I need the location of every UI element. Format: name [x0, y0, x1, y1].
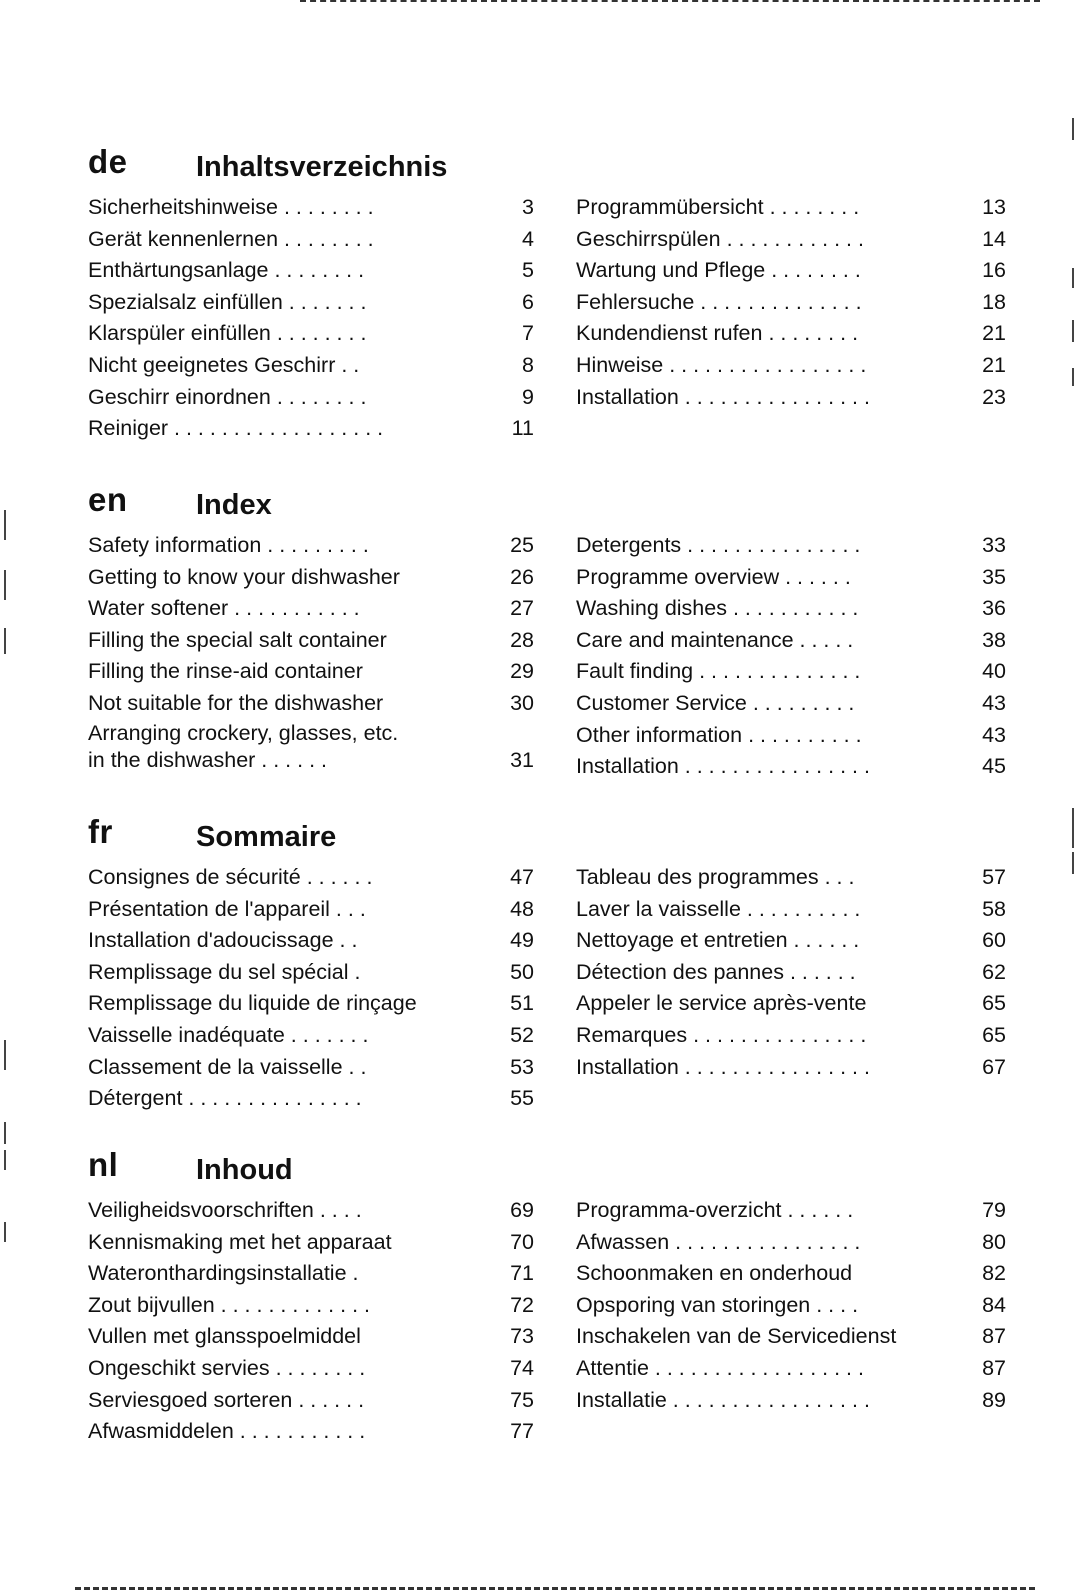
toc-page-number: 69	[510, 1198, 534, 1222]
toc-left-column	[88, 192, 538, 445]
toc-page-number: 80	[982, 1229, 1006, 1254]
scan-edge-mark	[4, 570, 6, 600]
section-en	[88, 480, 1028, 779]
toc-page-number: 11	[511, 416, 534, 441]
toc-entry-label: Appeler le service après-vente	[576, 991, 867, 1016]
toc-page-number: 70	[510, 1229, 534, 1254]
toc-entry	[88, 192, 538, 224]
toc-entry	[88, 625, 538, 657]
section-heading	[88, 812, 1028, 862]
toc-entry-label: Vaisselle inadéquate . . . . . . .	[88, 1022, 369, 1047]
bottom-scan-rule	[75, 1587, 1035, 1592]
toc-entry	[576, 593, 1016, 625]
toc-page-number: 13	[982, 195, 1006, 219]
scan-edge-mark	[4, 1222, 6, 1242]
top-scan-rule	[300, 0, 1040, 4]
toc-entry-label: Inschakelen van de Servicedienst	[576, 1324, 897, 1349]
toc-page-number: 25	[510, 533, 534, 557]
scan-edge-mark	[4, 510, 6, 540]
toc-entry-label: Ongeschikt servies . . . . . . . .	[88, 1355, 366, 1380]
toc-entry	[576, 625, 1016, 657]
toc-entry-label: Afwasmiddelen . . . . . . . . . . .	[88, 1419, 366, 1444]
toc-entry	[576, 1258, 1016, 1290]
toc-page-number: 60	[982, 928, 1006, 953]
toc-entry-label: Kundendienst rufen . . . . . . . .	[576, 321, 859, 346]
toc-page-number: 49	[510, 928, 534, 953]
toc-entry-label: Classement de la vaisselle . .	[88, 1054, 367, 1079]
toc-entry-label: Filling the rinse-aid container	[88, 659, 363, 684]
toc-entry-label: Attentie . . . . . . . . . . . . . . . . . .	[576, 1355, 864, 1380]
toc-entry	[576, 925, 1016, 957]
section-heading	[88, 142, 1028, 192]
toc-entry	[88, 593, 538, 625]
toc-entry-label: Serviesgoed sorteren . . . . . .	[88, 1387, 365, 1412]
toc-right-column	[576, 862, 1016, 1083]
toc-entry-label: Gerät kennenlernen . . . . . . . .	[88, 226, 374, 251]
toc-right-column	[576, 530, 1016, 783]
toc-page-number: 50	[510, 959, 534, 984]
section-fr	[88, 812, 1028, 1111]
toc-entry	[576, 255, 1016, 287]
toc-entry-label: Schoonmaken en onderhoud	[576, 1261, 853, 1286]
toc-page-number: 21	[982, 352, 1006, 377]
toc-entry	[88, 1195, 538, 1227]
toc-entry	[88, 1227, 538, 1259]
toc-entry	[88, 530, 538, 562]
toc-entry	[88, 688, 538, 720]
toc-entry	[576, 656, 1016, 688]
toc-page-number: 23	[982, 384, 1006, 409]
toc-page-number: 87	[982, 1355, 1006, 1380]
toc-entry-label: Veiligheidsvoorschriften . . . .	[88, 1198, 362, 1222]
toc-entry	[88, 720, 538, 778]
toc-entry	[576, 894, 1016, 926]
scan-edge-mark	[4, 628, 6, 654]
toc-entry	[88, 862, 538, 894]
toc-entry	[576, 1353, 1016, 1385]
toc-entry-label: Installation . . . . . . . . . . . . . . . .	[576, 754, 870, 779]
toc-entry-label: Zout bijvullen . . . . . . . . . . . . .	[88, 1292, 370, 1317]
toc-entry	[88, 287, 538, 319]
toc-entry-label: Geschirr einordnen . . . . . . . .	[88, 384, 367, 409]
toc-entry	[576, 988, 1016, 1020]
toc-entry-label: Wateronthardingsinstallatie .	[88, 1261, 359, 1286]
toc-page-number: 84	[982, 1292, 1006, 1317]
toc-entry-label: Customer Service . . . . . . . . .	[576, 690, 855, 715]
toc-page-number: 77	[510, 1419, 534, 1444]
scan-edge-mark	[1072, 268, 1074, 288]
toc-page-number: 7	[522, 321, 534, 346]
toc-entry-label: Filling the special salt container	[88, 627, 387, 652]
toc-entry	[88, 656, 538, 688]
toc-entry	[576, 1385, 1016, 1417]
toc-entry-label: Not suitable for the dishwasher	[88, 690, 384, 715]
toc-entry-label: Installation d'adoucissage . .	[88, 928, 358, 953]
toc-entry	[88, 894, 538, 926]
toc-entry	[576, 562, 1016, 594]
toc-page-number: 38	[982, 627, 1006, 652]
toc-page-number: 28	[510, 627, 534, 652]
toc-page-number: 6	[522, 289, 534, 314]
toc-entry	[576, 957, 1016, 989]
toc-entry-label: Fehlersuche . . . . . . . . . . . . . .	[576, 289, 862, 314]
toc-page-number: 29	[510, 659, 534, 684]
toc-page-number: 62	[982, 959, 1006, 984]
language-code: fr	[88, 813, 113, 850]
toc-page-number: 79	[982, 1198, 1006, 1222]
toc-entry-label: Hinweise . . . . . . . . . . . . . . . . .	[576, 352, 867, 377]
toc-entry	[576, 751, 1016, 783]
toc-page-number: 3	[522, 195, 534, 219]
toc-entry-label: Programma-overzicht . . . . . .	[576, 1198, 854, 1222]
section-heading	[88, 1145, 1028, 1195]
toc-page-number: 18	[982, 289, 1006, 314]
toc-entry	[576, 1321, 1016, 1353]
toc-left-column	[88, 862, 538, 1115]
toc-entry	[88, 1321, 538, 1353]
toc-page-number: 47	[510, 865, 534, 889]
toc-page-number: 26	[510, 564, 534, 589]
toc-entry	[576, 318, 1016, 350]
toc-page-number: 9	[522, 384, 534, 409]
section-nl	[88, 1145, 1028, 1444]
toc-entry-label: Laver la vaisselle . . . . . . . . . .	[576, 896, 861, 921]
toc-page-number: 8	[522, 352, 534, 377]
toc-left-column	[88, 1195, 538, 1448]
toc-entry	[88, 255, 538, 287]
toc-left-column	[88, 530, 538, 778]
toc-entry	[576, 350, 1016, 382]
toc-page-number: 55	[510, 1086, 534, 1111]
scan-edge-mark	[1072, 320, 1074, 342]
toc-entry-label: Klarspüler einfüllen . . . . . . . .	[88, 321, 367, 346]
toc-entry-label: Afwassen . . . . . . . . . . . . . . . .	[576, 1229, 861, 1254]
toc-right-column	[576, 1195, 1016, 1416]
language-code: en	[88, 481, 128, 518]
toc-entry-label: Detergents . . . . . . . . . . . . . . .	[576, 533, 861, 557]
toc-entry	[576, 530, 1016, 562]
toc-entry-label: Programmübersicht . . . . . . . .	[576, 195, 860, 219]
toc-entry-label: Care and maintenance . . . . .	[576, 627, 854, 652]
toc-entry-label: Détection des pannes . . . . . .	[576, 959, 856, 984]
toc-entry	[88, 1353, 538, 1385]
toc-entry	[576, 688, 1016, 720]
toc-entry-label: Fault finding . . . . . . . . . . . . . .	[576, 659, 861, 684]
toc-page-number: 58	[982, 896, 1006, 921]
toc-entry-label: Installation . . . . . . . . . . . . . . . .	[576, 384, 870, 409]
toc-entry	[88, 1258, 538, 1290]
toc-entry	[576, 192, 1016, 224]
toc-page-number: 65	[982, 991, 1006, 1016]
toc-entry-label: Spezialsalz einfüllen . . . . . . .	[88, 289, 367, 314]
toc-page-number: 87	[982, 1324, 1006, 1349]
toc-entry	[88, 382, 538, 414]
toc-page-number: 67	[982, 1054, 1006, 1079]
toc-page-number: 36	[982, 596, 1006, 621]
toc-entry	[88, 350, 538, 382]
toc-entry	[88, 957, 538, 989]
toc-entry-label: Détergent . . . . . . . . . . . . . . .	[88, 1086, 362, 1111]
toc-entry-label: Nicht geeignetes Geschirr . .	[88, 352, 360, 377]
toc-entry-label: Consignes de sécurité . . . . . .	[88, 865, 373, 889]
toc-entry	[88, 925, 538, 957]
section-title: Sommaire	[196, 821, 337, 853]
toc-entry-label: Getting to know your dishwasher	[88, 564, 400, 589]
toc-entry-label: Tableau des programmes . . .	[576, 865, 855, 889]
toc-page-number: 75	[510, 1387, 534, 1412]
scan-edge-mark	[1072, 808, 1074, 848]
toc-page-number: 89	[982, 1387, 1006, 1412]
toc-entry-label: Enthärtungsanlage . . . . . . . .	[88, 258, 365, 283]
toc-page-number: 14	[982, 226, 1006, 251]
toc-entry-label: Opsporing van storingen . . . .	[576, 1292, 859, 1317]
toc-page-number: 74	[510, 1355, 534, 1380]
toc-page-number: 35	[982, 564, 1006, 589]
toc-entry	[88, 1052, 538, 1084]
toc-entry	[88, 318, 538, 350]
section-title: Index	[196, 489, 272, 521]
toc-page-number: 21	[982, 321, 1006, 346]
scan-edge-mark	[4, 1122, 6, 1144]
toc-entry	[88, 562, 538, 594]
toc-page-number: 27	[510, 596, 534, 621]
toc-page-number: 43	[982, 690, 1006, 715]
toc-entry-label: Remplissage du sel spécial .	[88, 959, 361, 984]
toc-page-number: 48	[510, 896, 534, 921]
language-code: de	[88, 143, 128, 180]
toc-entry-label: Installation . . . . . . . . . . . . . . . .	[576, 1054, 870, 1079]
toc-entry	[88, 1290, 538, 1322]
toc-entry-label: Washing dishes . . . . . . . . . . .	[576, 596, 859, 621]
toc-entry-label: Wartung und Pflege . . . . . . . .	[576, 258, 861, 283]
toc-entry	[88, 1020, 538, 1052]
toc-page-number: 71	[510, 1261, 534, 1286]
toc-entry	[576, 224, 1016, 256]
toc-entry-label: Installatie . . . . . . . . . . . . . . . . .	[576, 1387, 870, 1412]
toc-page-number: 4	[522, 226, 534, 251]
toc-page-number: 30	[510, 690, 534, 715]
toc-entry	[88, 224, 538, 256]
toc-entry	[88, 1416, 538, 1448]
toc-entry	[576, 1052, 1016, 1084]
toc-page-number: 31	[510, 747, 534, 772]
scan-edge-mark	[4, 1150, 6, 1170]
toc-entry	[576, 862, 1016, 894]
toc-page-number: 52	[510, 1022, 534, 1047]
toc-entry-label: Présentation de l'appareil . . .	[88, 896, 366, 921]
toc-entry	[576, 1227, 1016, 1259]
toc-entry-label: Other information . . . . . . . . . .	[576, 722, 862, 747]
toc-page-number: 40	[982, 659, 1006, 684]
toc-entry-label: Remplissage du liquide de rinçage	[88, 991, 417, 1016]
toc-entry-label: Kennismaking met het apparaat	[88, 1229, 392, 1254]
toc-entry	[88, 1385, 538, 1417]
toc-page-number: 16	[982, 258, 1006, 283]
section-title: Inhaltsverzeichnis	[196, 151, 448, 183]
toc-entry-label: Safety information . . . . . . . . .	[88, 533, 369, 557]
toc-page-number: 53	[510, 1054, 534, 1079]
toc-entry-label: Sicherheitshinweise . . . . . . . .	[88, 195, 374, 219]
toc-page-number: 45	[982, 754, 1006, 779]
toc-page-number: 5	[522, 258, 534, 283]
toc-page-number: 72	[510, 1292, 534, 1317]
toc-entry-label: Programme overview . . . . . .	[576, 564, 851, 589]
toc-entry	[576, 720, 1016, 752]
toc-page-number: 73	[510, 1324, 534, 1349]
scan-edge-mark	[1072, 852, 1074, 874]
toc-entry	[576, 287, 1016, 319]
toc-entry-label: Water softener . . . . . . . . . . .	[88, 596, 360, 621]
toc-entry	[576, 1020, 1016, 1052]
toc-entry	[576, 1290, 1016, 1322]
toc-entry-label: Nettoyage et entretien . . . . . .	[576, 928, 860, 953]
section-title: Inhoud	[196, 1154, 293, 1186]
toc-page-number: 82	[982, 1261, 1006, 1286]
toc-right-column	[576, 192, 1016, 413]
scan-edge-mark	[4, 1040, 6, 1070]
toc-entry-label: Arranging crockery, glasses, etc. in the dishwasher . . . . . .	[88, 720, 399, 772]
toc-entry-label: Reiniger . . . . . . . . . . . . . . . . . .	[88, 416, 384, 441]
scan-edge-mark	[1072, 368, 1074, 386]
toc-page-number: 57	[982, 865, 1006, 889]
toc-entry	[88, 1083, 538, 1115]
toc-entry-label: Geschirrspülen . . . . . . . . . . . .	[576, 226, 864, 251]
toc-page-number: 33	[982, 533, 1006, 557]
toc-entry	[88, 413, 538, 445]
section-de	[88, 142, 1028, 441]
section-heading	[88, 480, 1028, 530]
toc-page-number: 51	[510, 991, 534, 1016]
scan-edge-mark	[1072, 118, 1074, 140]
toc-entry	[576, 382, 1016, 414]
toc-entry-label: Vullen met glansspoelmiddel	[88, 1324, 361, 1349]
language-code: nl	[88, 1146, 119, 1183]
toc-page-number: 65	[982, 1022, 1006, 1047]
toc-page-number: 43	[982, 722, 1006, 747]
toc-entry	[88, 988, 538, 1020]
toc-entry-label: Remarques . . . . . . . . . . . . . . .	[576, 1022, 867, 1047]
toc-entry	[576, 1195, 1016, 1227]
